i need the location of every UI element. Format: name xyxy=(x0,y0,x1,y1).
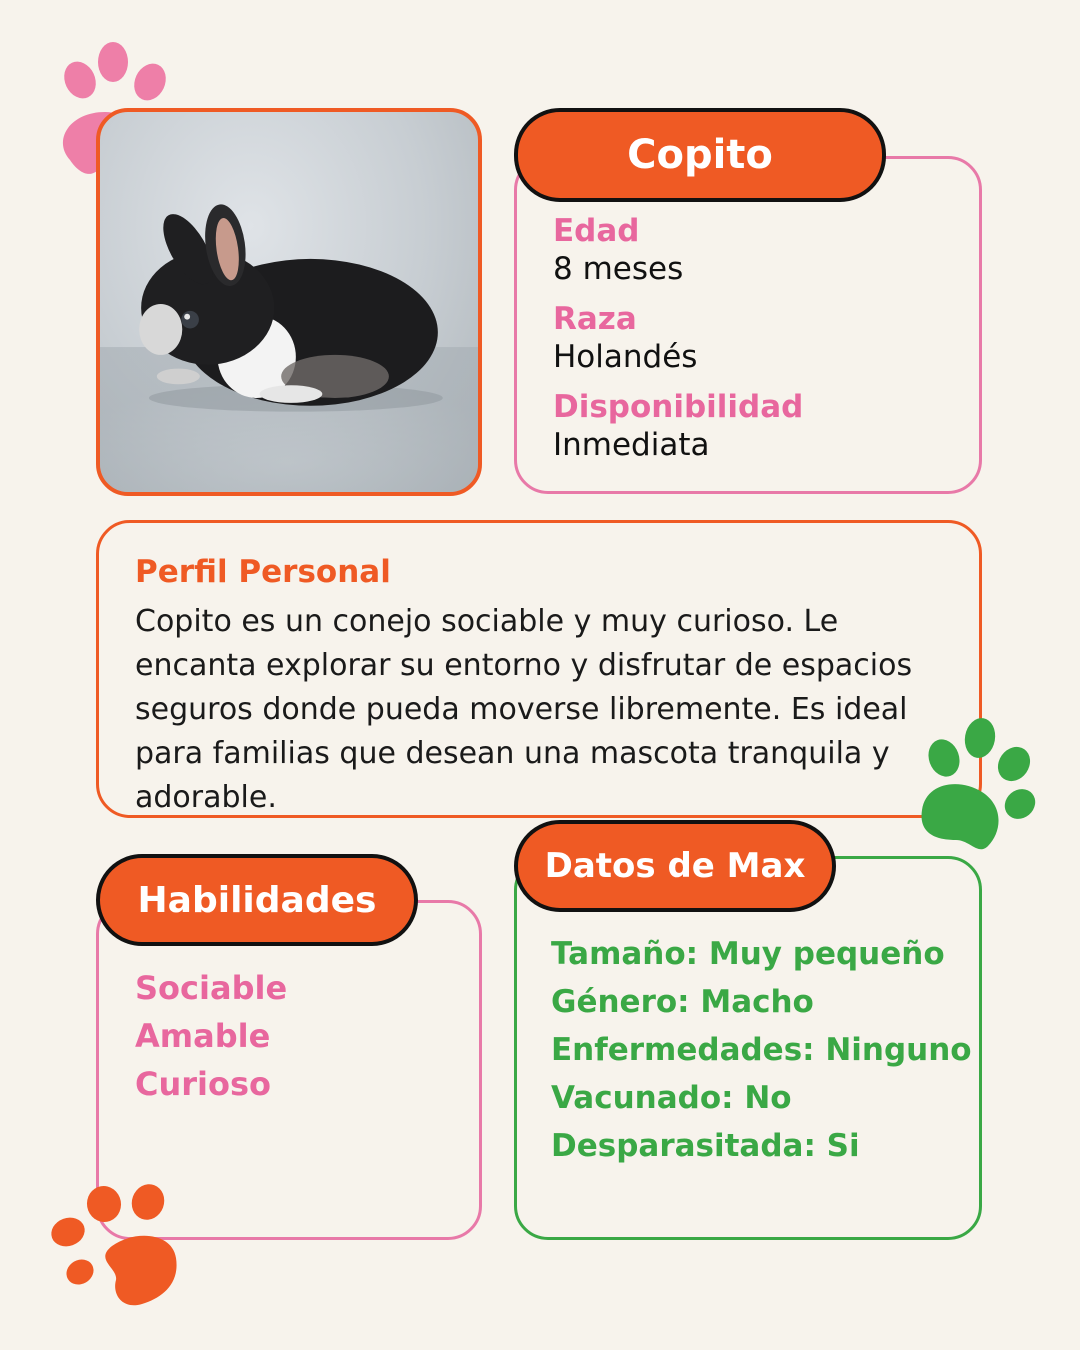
diseases-item: Enfermedades: Ninguno xyxy=(551,1032,972,1068)
profile-line: seguros donde pueda moverse libremente. Es ideal xyxy=(135,692,908,727)
dewormed-item: Desparasitada: Si xyxy=(551,1128,860,1164)
paw-print-icon xyxy=(42,1180,182,1310)
skill-item: Amable xyxy=(135,1017,271,1055)
datos-title: Datos de Max xyxy=(544,846,806,886)
info-list xyxy=(553,212,803,464)
breed-value: Holandés xyxy=(553,339,698,375)
skills-list xyxy=(135,964,287,1108)
skills-title: Habilidades xyxy=(137,879,377,921)
size-item: Tamaño: Muy pequeño xyxy=(551,936,945,972)
profile-description xyxy=(135,600,935,820)
rabbit-illustration xyxy=(100,112,478,492)
skills-badge xyxy=(96,854,418,946)
breed-label: Raza xyxy=(553,301,637,337)
datos-badge xyxy=(514,820,836,912)
vaccinated-item: Vacunado: No xyxy=(551,1080,792,1116)
availability-value: Inmediata xyxy=(553,427,710,463)
age-value: 8 meses xyxy=(553,251,684,287)
profile-line: adorable. xyxy=(135,780,277,815)
datos-list xyxy=(551,930,972,1170)
age-label: Edad xyxy=(553,213,640,249)
skill-item: Sociable xyxy=(135,969,288,1007)
profile-line: para familias que desean una mascota tranquila y xyxy=(135,736,890,771)
profile-title: Perfil Personal xyxy=(135,554,391,590)
paw-print-icon xyxy=(912,712,1042,854)
pet-name-badge xyxy=(514,108,886,202)
profile-line: encanta explorar su entorno y disfrutar de espacios xyxy=(135,648,913,683)
gender-item: Género: Macho xyxy=(551,984,814,1020)
pet-name: Copito xyxy=(627,132,773,178)
availability-label: Disponibilidad xyxy=(553,389,804,425)
pet-photo xyxy=(96,108,482,496)
skill-item: Curioso xyxy=(135,1065,272,1103)
profile-line: Copito es un conejo sociable y muy curioso. Le xyxy=(135,604,839,639)
